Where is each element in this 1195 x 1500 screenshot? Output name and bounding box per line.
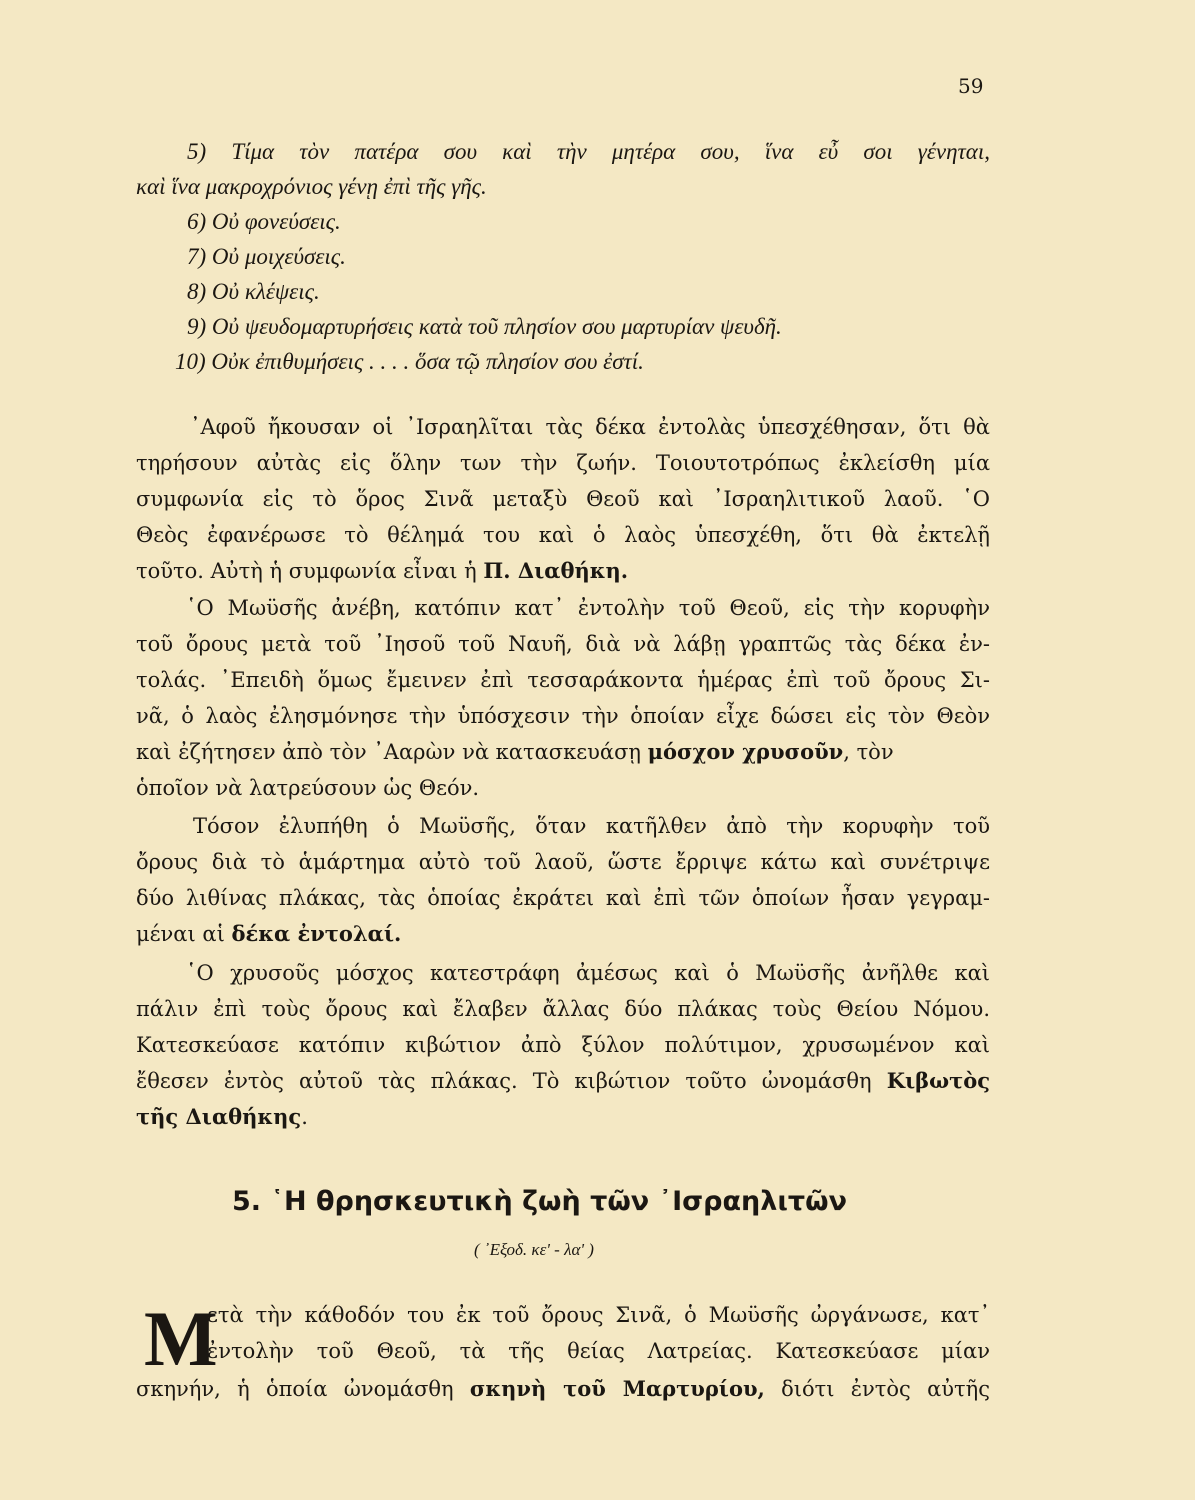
- paragraph-4-line: Κατεσκεύασε κατόπιν κιβώτιον ἀπὸ ξύλον πολύτιμον, χρυσωμένον καὶ: [136, 1033, 990, 1057]
- covenant-term: τῆς Διαθήκης: [136, 1104, 302, 1129]
- paragraph-2-text: καὶ ἐζήτησεν ἀπὸ τὸν ᾿Ααρὼν νὰ κατασκευάσῃ: [136, 740, 648, 764]
- paragraph-2-line: ῾Ο Μωϋσῆς ἀνέβη, κατόπιν κατ᾿ ἐντολὴν τοῦ Θεοῦ, εἰς τὴν κορυφὴν: [186, 596, 990, 620]
- section-source-reference: ( ᾿Εξοδ. κε' - λα' ): [474, 1240, 594, 1259]
- paragraph-1-line: συμφωνία εἰς τὸ ὅρος Σινᾶ μεταξὺ Θεοῦ καὶ ᾿Ισραηλιτικοῦ λαοῦ. ῾Ο: [136, 487, 990, 511]
- golden-calf-term: μόσχον χρυσοῦν: [647, 739, 844, 764]
- paragraph-4-last-line: [136, 1102, 990, 1132]
- old-testament-term: Π. Διαθήκη.: [483, 558, 629, 583]
- paragraph-3-line: δύο λιθίνας πλάκας, τὰς ὁποίας ἐκράτει καὶ ἐπὶ τῶν ὁποίων ἦσαν γεγραμ-: [136, 886, 990, 910]
- commandment-7: 7) Οὐ μοιχεύσεις.: [187, 244, 346, 269]
- paragraph-4-line: πάλιν ἐπὶ τοὺς ὄρους καὶ ἔλαβεν ἄλλας δύο πλάκας τοὺς Θείου Νόμου.: [136, 997, 990, 1021]
- commandment-10: 10) Οὐκ ἐπιθυμήσεις . . . . ὅσα τῷ πλησίον σου ἐστί.: [175, 349, 644, 374]
- paragraph-1-last-text: τοῦτο. Αὐτὴ ἡ συμφωνία εἶναι ἡ: [136, 559, 484, 583]
- section-paragraph-text: σκηνήν, ἡ ὁποία ὠνομάσθη: [136, 1377, 470, 1401]
- section-paragraph-line: [136, 1374, 990, 1404]
- ark-term: Κιβωτὸς: [886, 1068, 990, 1093]
- paragraph-3-line: Τόσον ἐλυπήθη ὁ Μωϋσῆς, ὅταν κατῆλθεν ἀπὸ τὴν κορυφὴν τοῦ: [193, 814, 990, 838]
- paragraph-2-text: , τὸν: [843, 740, 894, 764]
- page-number: 59: [958, 74, 984, 98]
- paragraph-1-last-line: [136, 556, 990, 586]
- section-paragraph-text: διότι ἐντὸς αὐτῆς: [764, 1377, 990, 1401]
- drop-cap: Μ: [144, 1295, 218, 1382]
- paragraph-3-text: μέναι αἱ: [136, 922, 232, 946]
- commandment-6: 6) Οὐ φονεύσεις.: [187, 209, 341, 234]
- section-paragraph-line: ἐντολὴν τοῦ Θεοῦ, τὰ τῆς θείας Λατρείας. Κατεσκεύασε μίαν: [207, 1339, 990, 1363]
- commandment-5-line-1: 5) Τίμα τὸν πατέρα σου καὶ τὴν μητέρα σου, ἵνα εὖ σοι γένηται,: [187, 139, 990, 164]
- paragraph-3-last-line: [136, 919, 990, 949]
- paragraph-4-line: ῾Ο χρυσοῦς μόσχος κατεστράφη ἀμέσως καὶ ὁ Μωϋσῆς ἀνῆλθε καὶ: [186, 961, 990, 985]
- paragraph-4-text: ἔθεσεν ἐντὸς αὐτοῦ τὰς πλάκας. Τὸ κιβώτιον τοῦτο ὠνομάσθη: [136, 1069, 887, 1093]
- paragraph-2-line: νᾶ, ὁ λαὸς ἐλησμόνησε τὴν ὑπόσχεσιν τὴν ὁποίαν εἶχε δώσει εἰς τὸν Θεὸν: [136, 704, 990, 728]
- commandment-8: 8) Οὐ κλέψεις.: [187, 279, 320, 304]
- paragraph-2-line: τοῦ ὄρους μετὰ τοῦ ᾿Ιησοῦ τοῦ Ναυῆ, διὰ νὰ λάβῃ γραπτῶς τὰς δέκα ἐν-: [136, 632, 990, 656]
- paragraph-1-line: Θεὸς ἐφανέρωσε τὸ θέλημά του καὶ ὁ λαὸς ὑπεσχέθη, ὅτι θὰ ἐκτελῇ: [136, 523, 990, 547]
- paragraph-2-bold-line: [136, 737, 990, 767]
- section-paragraph-line: ετὰ τὴν κάθοδόν του ἐκ τοῦ ὄρους Σινᾶ, ὁ Μωϋσῆς ὠργάνωσε, κατ᾿: [207, 1303, 990, 1327]
- section-heading: 5. ῾Η θρησκευτικὴ ζωὴ τῶν ᾿Ισραηλιτῶν: [232, 1186, 847, 1217]
- paragraph-1-line: ᾿Αφοῦ ἤκουσαν οἱ ᾿Ισραηλῖται τὰς δέκα ἐντολὰς ὑπεσχέθησαν, ὅτι θὰ: [190, 415, 990, 439]
- paragraph-2-line: τολάς. ᾿Επειδὴ ὅμως ἔμεινεν ἐπὶ τεσσαράκοντα ἡμέρας ἐπὶ τοῦ ὄρους Σι-: [136, 668, 990, 692]
- paragraph-4-text: .: [301, 1105, 308, 1129]
- tabernacle-term: σκηνὴ τοῦ Μαρτυρίου,: [469, 1376, 765, 1401]
- paragraph-3-line: ὄρους διὰ τὸ ἁμάρτημα αὐτὸ τοῦ λαοῦ, ὥστε ἔρριψε κάτω καὶ συνέτριψε: [136, 850, 990, 874]
- paragraph-2-last-line: ὁποῖον νὰ λατρεύσουν ὡς Θεόν.: [136, 776, 480, 800]
- ten-commandments-term: δέκα ἐντολαί.: [231, 921, 402, 946]
- paragraph-1-line: τηρήσουν αὐτὰς εἰς ὅλην των τὴν ζωήν. Τοιουτοτρόπως ἐκλείσθη μία: [136, 451, 990, 475]
- paragraph-4-bold-line: [136, 1066, 990, 1096]
- commandment-9: 9) Οὐ ψευδομαρτυρήσεις κατὰ τοῦ πλησίον σου μαρτυρίαν ψευδῆ.: [187, 314, 782, 339]
- commandment-5-line-2: καὶ ἵνα μακροχρόνιος γένῃ ἐπὶ τῆς γῆς.: [136, 174, 487, 199]
